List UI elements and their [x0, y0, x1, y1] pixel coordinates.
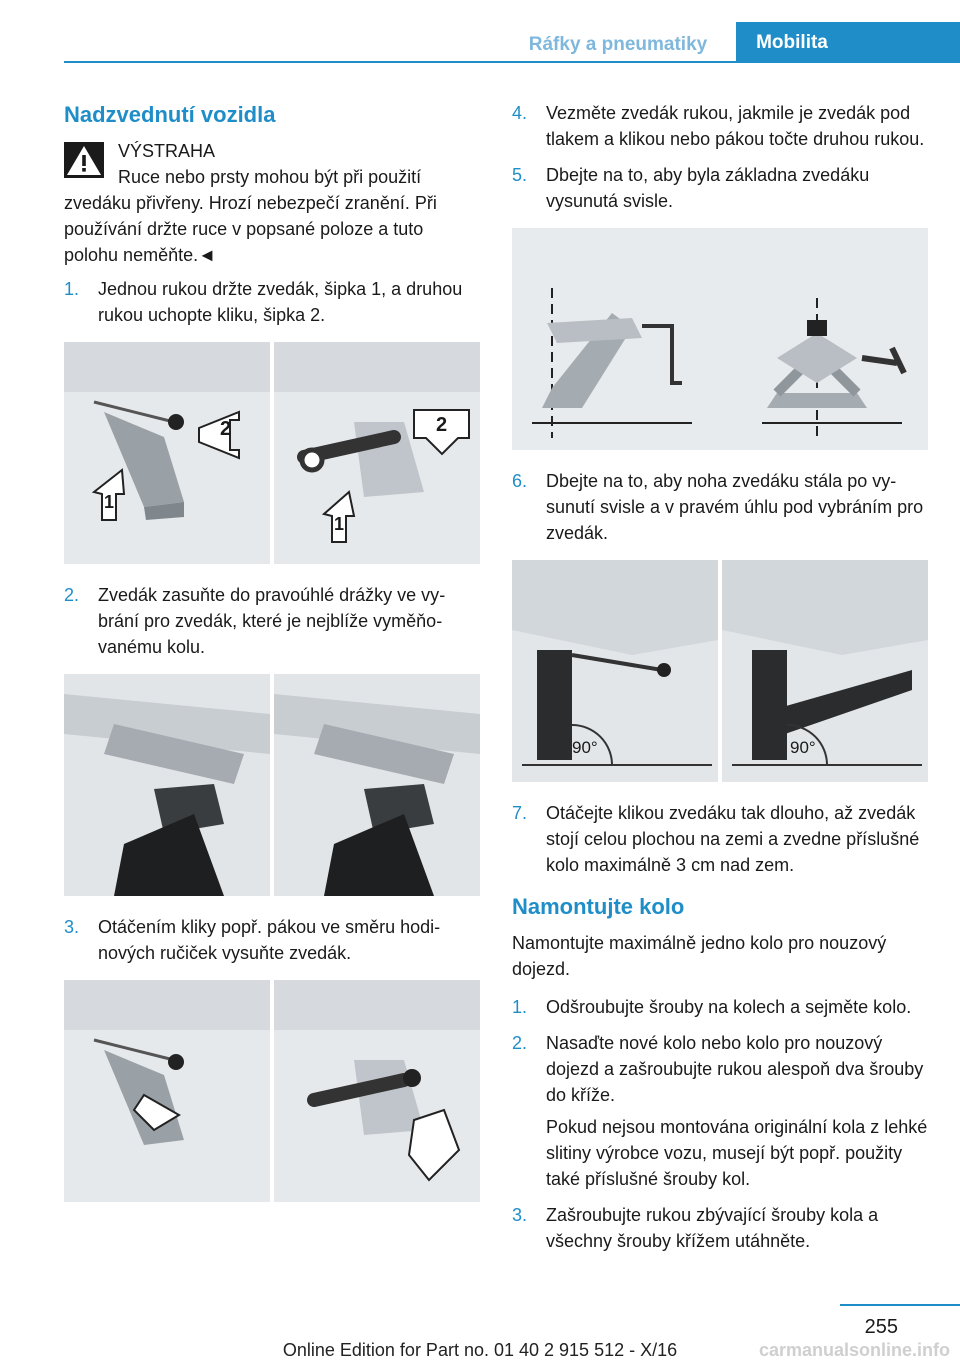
section-tab: Ráfky a pneumatiky — [528, 34, 708, 55]
right-column — [512, 100, 928, 1264]
list-item — [512, 1202, 928, 1254]
step-note: Pokud nejsou montována originální kola z lehké slitiny výrobce vozu, musejí být popř. použity také příslušné šrouby kol. — [546, 1117, 928, 1189]
angle-label: 90° — [790, 738, 816, 757]
figure-crank-jack — [64, 980, 480, 1202]
step-number: 1. — [512, 997, 528, 1017]
section-heading-lift: Nadzvednutí vozidla — [64, 102, 276, 127]
list-item — [512, 100, 928, 152]
mount-intro: Namontujte maximálně jedno kolo pro nouzový dojezd. — [512, 933, 887, 979]
list-item — [512, 994, 928, 1020]
step-number: 3. — [64, 917, 80, 937]
angle-label: 90° — [572, 738, 598, 757]
step-text: Nasaďte nové kolo nebo kolo pro nouzový dojezd a zašroubujte rukou alespoň dva šrouby do kříže. — [546, 1033, 924, 1105]
step-text: Otáčením kliky popř. pákou ve směru hodinových ručiček vysuňte zvedák. — [98, 917, 441, 963]
step-text: Otáčejte klikou zvedáku tak dlouho, až zvedák stojí celou plochou na zemi a zvedne příslušné kolo maximálně 3 cm nad zem. — [546, 803, 920, 875]
list-item — [512, 162, 928, 214]
warning-triangle-icon — [64, 142, 104, 178]
chapter-tab: Mobilita — [736, 22, 848, 61]
step-number: 6. — [512, 471, 528, 491]
warning-block — [64, 138, 480, 268]
list-item — [64, 276, 480, 328]
figure-jack-seat-illustration — [64, 674, 480, 896]
step-text: Dbejte na to, aby byla základna zvedáku vysunutá svisle. — [546, 165, 870, 211]
step-text: Jednou rukou držte zvedák, šipka 1, a druhou rukou uchopte kliku, šipka 2. — [98, 279, 463, 325]
footer-divider — [840, 1304, 960, 1306]
edition-text: Online Edition for Part no. 01 40 2 915 512 - X/16 — [282, 1340, 678, 1360]
step-text: Vezměte zvedák rukou, jakmile je zvedák pod tlakem a klikou nebo pákou točte druhou rukou. — [546, 103, 925, 149]
list-item — [512, 1030, 928, 1192]
steps-list-lift-4 — [512, 100, 928, 214]
arrow-label: 2 — [436, 414, 448, 436]
step-number: 3. — [512, 1205, 528, 1225]
arrow-label: 1 — [104, 492, 115, 512]
warning-text — [64, 164, 480, 268]
page-number: 255 — [864, 1316, 898, 1338]
steps-list-lift — [64, 276, 480, 328]
figure-crank-jack-illustration — [64, 980, 480, 1202]
step-number: 5. — [512, 165, 528, 185]
figure-jack-seat — [64, 674, 480, 896]
step-text: Odšroubujte šrouby na kolech a sejměte kolo. — [546, 997, 912, 1017]
step-number: 2. — [64, 585, 80, 605]
watermark: carmanualsonline.info — [758, 1340, 950, 1360]
page-footer — [0, 1300, 960, 1362]
steps-list-mount — [512, 994, 928, 1254]
step-number: 2. — [512, 1033, 528, 1053]
arrow-label: 2 — [220, 418, 232, 440]
figure-jack-vertical — [512, 228, 928, 450]
steps-list-lift-6 — [512, 800, 928, 878]
warning-title: VÝSTRAHA — [118, 141, 216, 161]
step-number: 1. — [64, 279, 80, 299]
chapter-tab-extension — [848, 22, 960, 61]
list-item — [64, 582, 480, 660]
list-item — [512, 800, 928, 878]
step-text: Dbejte na to, aby noha zvedáku stála po vysunutí svisle a v pravém úhlu pod vybráním pro zvedák. — [546, 471, 924, 543]
figure-jack-90-degrees — [512, 560, 928, 782]
section-heading-mount: Namontujte kolo — [512, 894, 685, 919]
warning-text-rest: zvedáku přivřeny. Hrozí nebezpečí zranění. Při používání držte ruce v popsané poloze a tuto polohu neměňte.◄ — [64, 193, 437, 265]
step-number: 7. — [512, 803, 528, 823]
step-number: 4. — [512, 103, 528, 123]
left-column — [64, 100, 480, 1220]
steps-list-lift-2 — [64, 582, 480, 660]
list-item — [64, 914, 480, 966]
figure-hold-jack-arrows — [64, 342, 480, 564]
header-divider — [64, 61, 960, 63]
step-text: Zvedák zasuňte do pravoúhlé drážky ve vybrání pro zvedák, které je nejblíže vyměňovanému kolu. — [98, 585, 446, 657]
warning-text-lead: Ruce nebo prsty mohou být při použití — [118, 167, 422, 187]
steps-list-lift-3 — [64, 914, 480, 966]
arrow-label: 1 — [334, 514, 345, 534]
list-item — [512, 468, 928, 546]
figure-hold-jack — [64, 342, 480, 564]
steps-list-lift-5 — [512, 468, 928, 546]
figure-jack-vertical-illustration — [512, 228, 928, 450]
page-header — [0, 0, 960, 64]
step-text: Zašroubujte rukou zbývající šrouby kola a všechny šrouby křížem utáhněte. — [546, 1205, 879, 1251]
